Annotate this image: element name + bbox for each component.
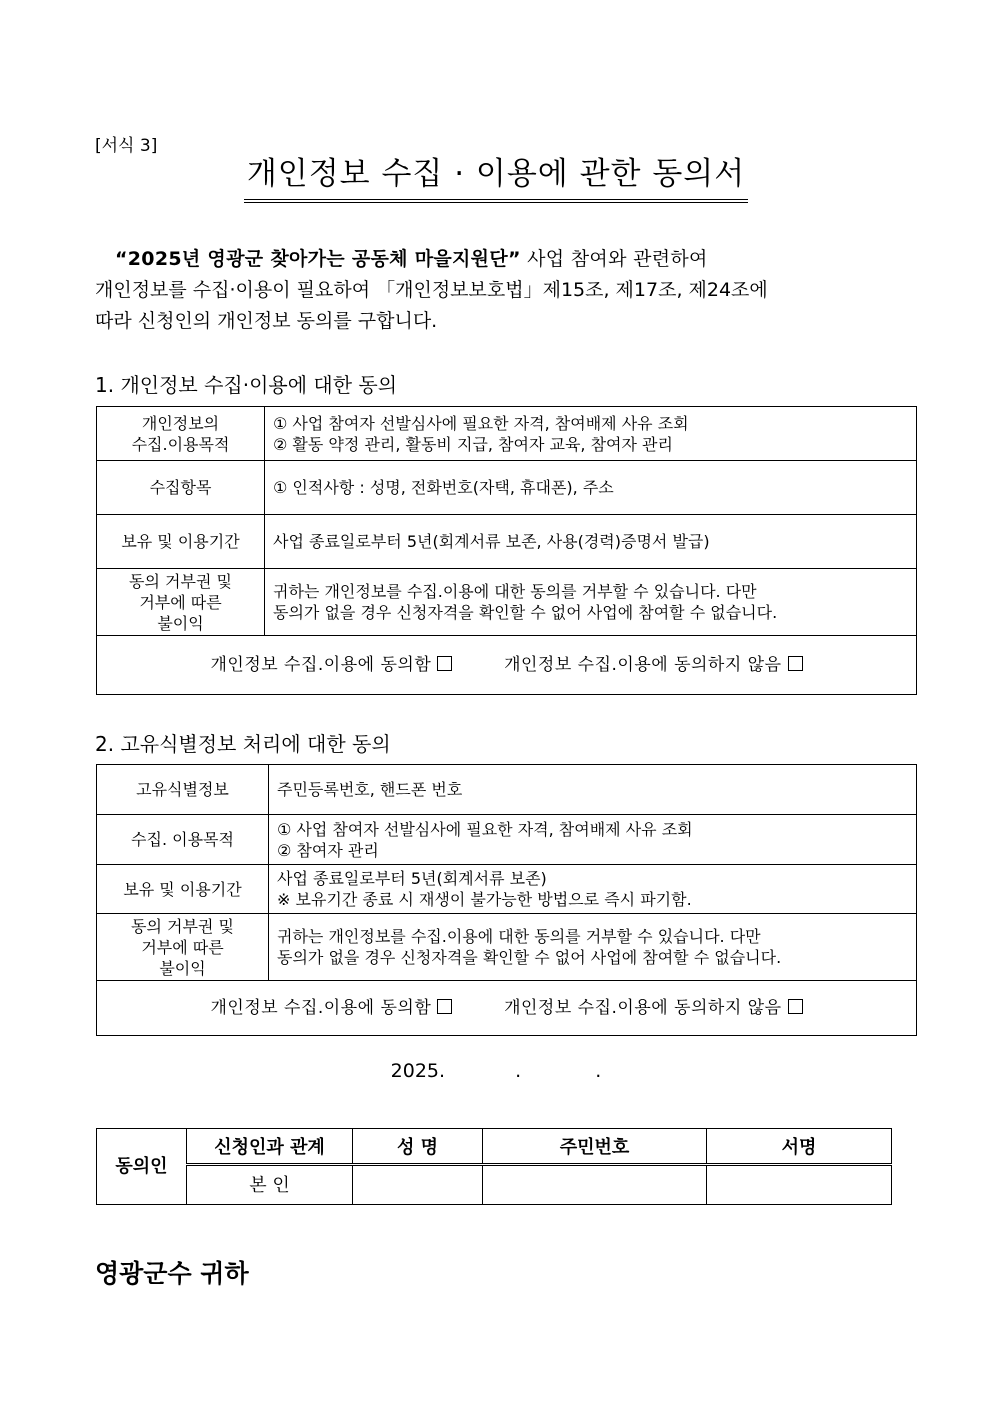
relation-header: 신청인과 관계 [187, 1129, 353, 1165]
section2-table [96, 764, 917, 1036]
table-row [97, 569, 917, 636]
document-title: 개인정보 수집 · 이용에 관한 동의서 [244, 152, 748, 203]
disagree2-checkbox[interactable] [788, 999, 803, 1014]
form-number-label: [서식 3] [95, 136, 158, 156]
table-row [97, 815, 917, 865]
section1-heading: 1. 개인정보 수집·이용에 대한 동의 [95, 373, 398, 397]
purpose2-label: 수집. 이용목적 [97, 815, 269, 865]
table-row [97, 407, 917, 461]
period2-value: 사업 종료일로부터 5년(회계서류 보존) ※ 보유기간 종료 시 재생이 불가능한 방법으로 즉시 파기함. [269, 865, 917, 914]
signature-header: 서명 [707, 1129, 892, 1165]
intro-line-2: 개인정보를 수집·이용이 필요하여 「개인정보보호법」제15조, 제17조, 제24조에 [95, 279, 768, 301]
consenter-label: 동의인 [97, 1129, 187, 1205]
table-row [97, 1165, 892, 1205]
table-row [97, 765, 917, 815]
intro-line-1-rest: 사업 참여와 관련하여 [520, 248, 708, 270]
table-row [97, 461, 917, 515]
intro-line-3: 따라 신청인의 개인정보 동의를 구합니다. [95, 310, 438, 332]
disagree-checkbox[interactable] [788, 656, 803, 671]
purpose2-value: ① 사업 참여자 선발심사에 필요한 자격, 참여배제 사유 조회 ② 참여자 관리 [269, 815, 917, 865]
disagree-label: 개인정보 수집.이용에 동의하지 않음 [504, 654, 782, 675]
date-month-dot: . [515, 1060, 522, 1082]
refusal2-label: 동의 거부권 및 거부에 따른 불이익 [97, 914, 269, 981]
agree-label: 개인정보 수집.이용에 동의함 [210, 654, 432, 675]
date-year: 2025. [390, 1060, 446, 1082]
intro-line-1 [95, 244, 897, 275]
consent-row [97, 636, 917, 695]
unique-id-label: 고유식별정보 [97, 765, 269, 815]
consent2-row [97, 981, 917, 1036]
purpose-value: ① 사업 참여자 선발심사에 필요한 자격, 참여배제 사유 조회 ② 활동 약정 관리, 활동비 지급, 참여자 교육, 참여자 관리 [265, 407, 917, 461]
refusal2-value: 귀하는 개인정보를 수집.이용에 대한 동의를 거부할 수 있습니다. 다만 동의가 없을 경우 신청자격을 확인할 수 없어 사업에 참여할 수 없습니다. [269, 914, 917, 981]
name-header: 성 명 [353, 1129, 483, 1165]
signature-table [96, 1128, 892, 1205]
name-field[interactable] [353, 1165, 483, 1205]
purpose-label: 개인정보의 수집.이용목적 [97, 407, 265, 461]
unique-id-value: 주민등록번호, 핸드폰 번호 [269, 765, 917, 815]
document-title-wrap [0, 152, 992, 203]
section1-table [96, 406, 917, 695]
intro-paragraph [95, 244, 897, 337]
items-value: ① 인적사항 : 성명, 전화번호(자택, 휴대폰), 주소 [265, 461, 917, 515]
agree2-label: 개인정보 수집.이용에 동의함 [210, 997, 432, 1018]
refusal-value: 귀하는 개인정보를 수집.이용에 대한 동의를 거부할 수 있습니다. 다만 동의가 없을 경우 신청자격을 확인할 수 없어 사업에 참여할 수 없습니다. [265, 569, 917, 636]
relation-value: 본 인 [187, 1165, 353, 1205]
date-line [0, 1060, 992, 1082]
period-label: 보유 및 이용기간 [97, 515, 265, 569]
table-row [97, 636, 917, 695]
refusal-label: 동의 거부권 및 거부에 따른 불이익 [97, 569, 265, 636]
table-row [97, 515, 917, 569]
period2-label: 보유 및 이용기간 [97, 865, 269, 914]
signature-field[interactable] [707, 1165, 892, 1205]
table-row [97, 1129, 892, 1165]
agree2-checkbox[interactable] [437, 999, 452, 1014]
resident-number-header: 주민번호 [483, 1129, 707, 1165]
table-row [97, 914, 917, 981]
addressee: 영광군수 귀하 [95, 1259, 249, 1288]
resident-number-field[interactable] [483, 1165, 707, 1205]
items-label: 수집항목 [97, 461, 265, 515]
agree-checkbox[interactable] [437, 656, 452, 671]
table-row [97, 981, 917, 1036]
table-row [97, 865, 917, 914]
section2-heading: 2. 고유식별정보 처리에 대한 동의 [95, 732, 391, 756]
date-day-dot: . [595, 1060, 602, 1082]
disagree2-label: 개인정보 수집.이용에 동의하지 않음 [504, 997, 782, 1018]
period-value: 사업 종료일로부터 5년(회계서류 보존, 사용(경력)증명서 발급) [265, 515, 917, 569]
project-name: “2025년 영광군 찾아가는 공동체 마을지원단” [115, 248, 521, 270]
